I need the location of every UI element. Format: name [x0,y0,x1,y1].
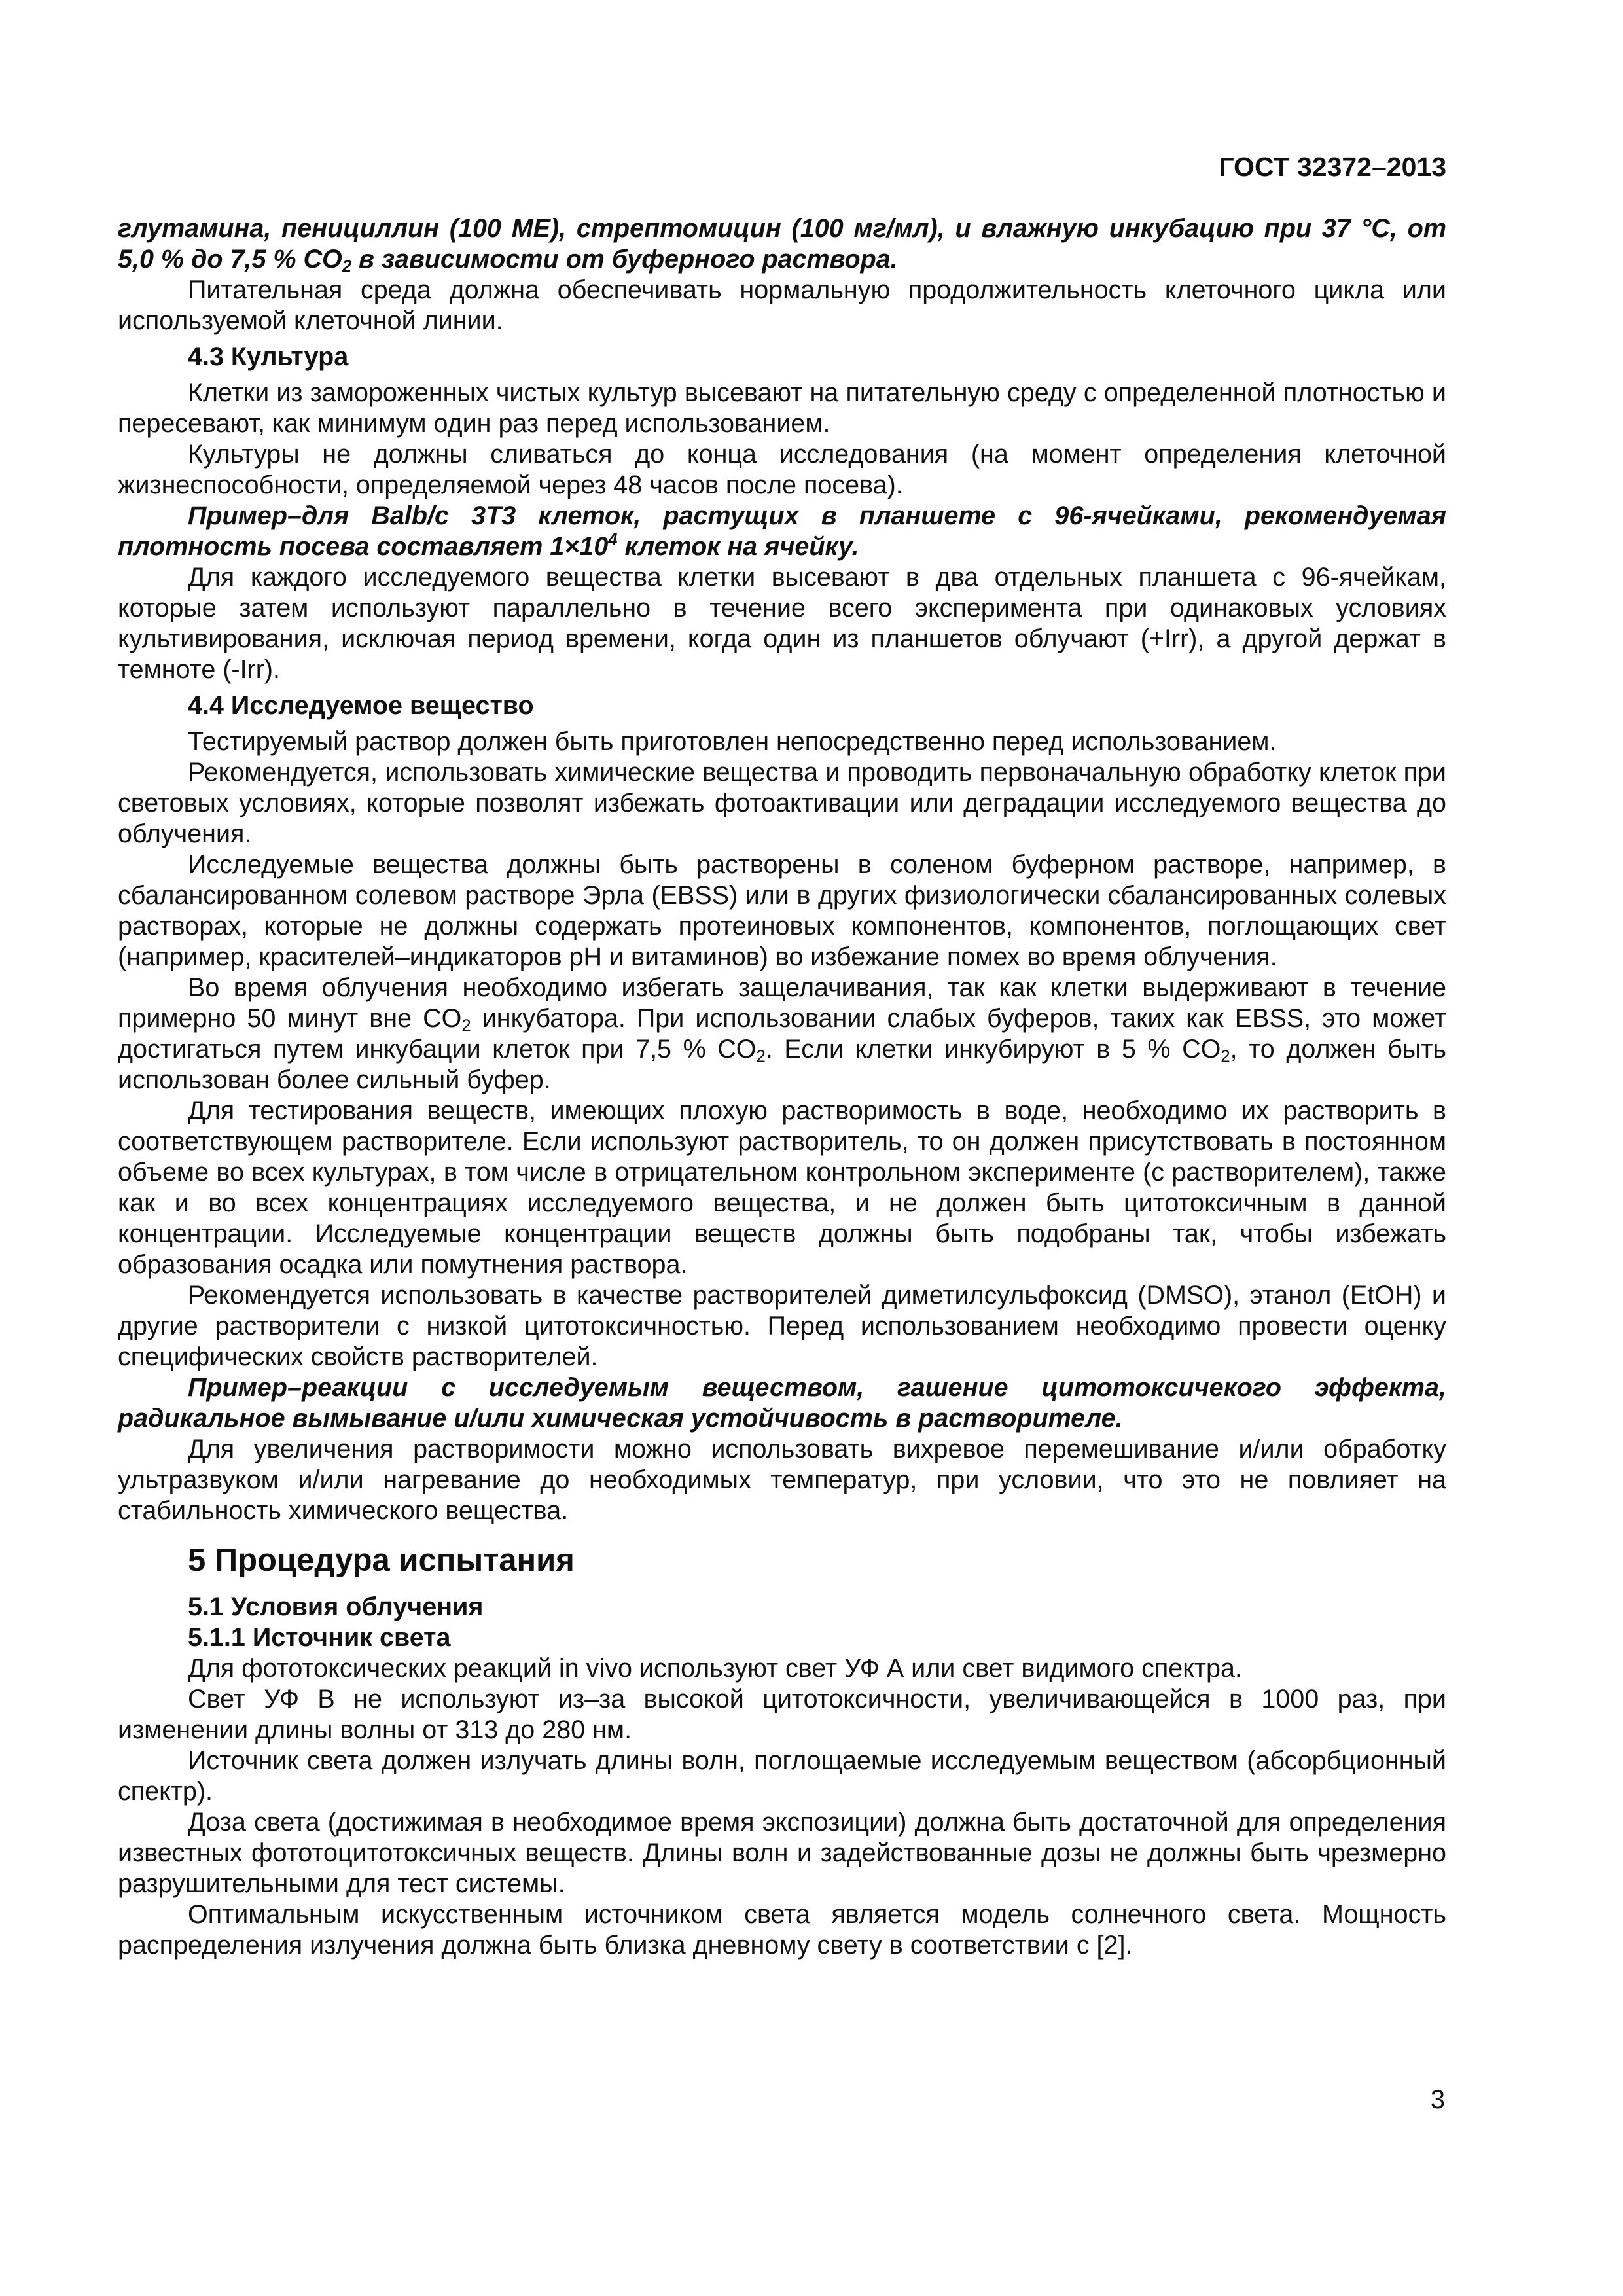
example-paragraph [118,501,1446,562]
section-heading-4-3: 4.3 Культура [188,342,349,371]
subscript: 2 [342,257,352,276]
paragraph: Тестируемый раствор должен быть приготовлен непосредственно перед использованием. [188,727,1277,756]
paragraph: Для увеличения растворимости можно использовать вихревое перемешивание и/или обработку ультразвуком и/или нагревание до необходимых температур, при условии, что это не повлияет на стабильность химического вещества. [118,1435,1446,1525]
paragraph: Исследуемые вещества должны быть растворены в соленом буферном растворе, например, в сбалансированном солевом растворе Эрла (EBSS) или в других физиологически сбалансированных солевых растворах, которые не должны содержать протеиновых компонентов, компонентов, поглощающих свет (например, красителей–индикаторов pH и витаминов) во избежание помех во время облучения. [118,850,1446,971]
subscript: 2 [461,1016,471,1035]
paragraph-text: , то должен быть использован более сильный буфер. [118,1035,1446,1094]
paragraph: Доза света (достижимая в необходимое время экспозиции) должна быть достаточной для определения известных фототоцитотоксичных веществ. Длины волн и задействованные дозы не должны быть чрезмерно разрушительными для тест системы. [118,1808,1446,1898]
paragraph: Для фототоксических реакций in vivo используют свет УФ А или свет видимого спектра. [188,1654,1242,1683]
paragraph: Источник света должен излучать длины волн, поглощаемые исследуемым веществом (абсорбционный спектр). [118,1746,1446,1806]
section-heading-5-1: 5.1 Условия облучения [188,1592,484,1621]
co2-formula: CO [303,245,342,274]
page-body [118,213,1446,1961]
paragraph: Свет УФ В не используют из–за высокой цитотоксичности, увеличивающейся в 1000 раз, при изменении длины волны от 313 до 280 нм. [118,1685,1446,1744]
paragraph-text: Пример–для Balb/c 3Т3 клеток, растущих в планшете с 96-ячейками, рекомендуемая плотность посева составляет 1×10 [118,501,1446,561]
paragraph: Для каждого исследуемого вещества клетки высевают в два отдельных планшета с 96-ячейкам, которые затем используют параллельно в течение всего эксперимента при одинаковых условиях культивирования, исключая период времени, когда один из планшетов облучают (+Irr), а другой держат в темноте (-Irr). [118,563,1446,684]
paragraph-text: . Если клетки инкубируют в 5 % CO [765,1035,1221,1064]
page-number: 3 [1430,2085,1445,2114]
paragraph-co2 [118,973,1446,1096]
paragraph-text: в зависимости от буферного раствора. [351,245,898,274]
paragraph: Клетки из замороженных чистых культур высевают на питательную среду с определенной плотностью и пересевают, как минимум один раз перед использованием. [118,378,1446,438]
paragraph-continuation-culture-conditions [118,213,1446,275]
document-code-header: ГОСТ 32372–2013 [1219,152,1446,182]
paragraph-text: клеток на ячейку. [617,532,859,561]
paragraph: Для тестирования веществ, имеющих плохую растворимость в воде, необходимо их растворить в соответствующем растворителе. Если используют растворитель, то он должен присутствовать в постоянном объеме во всех культурах, в том числе в отрицательном контрольном эксперименте (с растворителем), также как и во всех концентрациях исследуемого вещества, и не должен быть цитотоксичным в данной концентрации. Исследуемые концентрации веществ должны быть подобраны так, чтобы избежать образования осадка или помутнения раствора. [118,1096,1446,1279]
subscript: 2 [756,1047,766,1066]
section-heading-4-4: 4.4 Исследуемое вещество [188,691,534,720]
subscript: 2 [1221,1047,1230,1066]
paragraph: Культуры не должны сливаться до конца исследования (на момент определения клеточной жизнеспособности, определяемой через 48 часов после посева). [118,440,1446,499]
section-heading-5: 5 Процедура испытания [188,1543,575,1578]
superscript: 4 [608,530,618,549]
paragraph: Питательная среда должна обеспечивать нормальную продолжительность клеточного цикла или используемой клеточной линии. [118,276,1446,335]
example-paragraph: Пример–реакции с исследуемым веществом, гашение цитотоксичекого эффекта, радикальное вымывание и/или химическая устойчивость в растворителе. [118,1373,1446,1433]
paragraph: Рекомендуется использовать в качестве растворителей диметилсульфоксид (DMSO), этанол (EtOH) и другие растворители с низкой цитотоксичностью. Перед использованием необходимо провести оценку специфических свойств растворителей. [118,1281,1446,1371]
paragraph-text: Во время облучения необходимо избегать защелачивания, так как клетки выдерживают в течение примерно 50 минут вне CO [118,973,1446,1033]
section-heading-5-1-1: 5.1.1 Источник света [188,1623,451,1652]
paragraph-text: глутамина, пенициллин (100 МЕ), стрептомицин (100 мг/мл), и влажную инкубацию при 37 °С, от 5,0 % до 7,5 % [118,214,1446,274]
paragraph: Оптимальным искусственным источником света является модель солнечного света. Мощность распределения излучения должна быть близка дневному свету в соответствии с [2]. [118,1900,1446,1960]
paragraph-text: инкубатора. При использовании слабых буферов, таких как EBSS, это может достигаться путем инкубации клеток при 7,5 % CO [118,1004,1446,1064]
paragraph: Рекомендуется, использовать химические вещества и проводить первоначальную обработку клеток при световых условиях, которые позволят избежать фотоактивации или деградации исследуемого вещества до облучения. [118,758,1446,848]
